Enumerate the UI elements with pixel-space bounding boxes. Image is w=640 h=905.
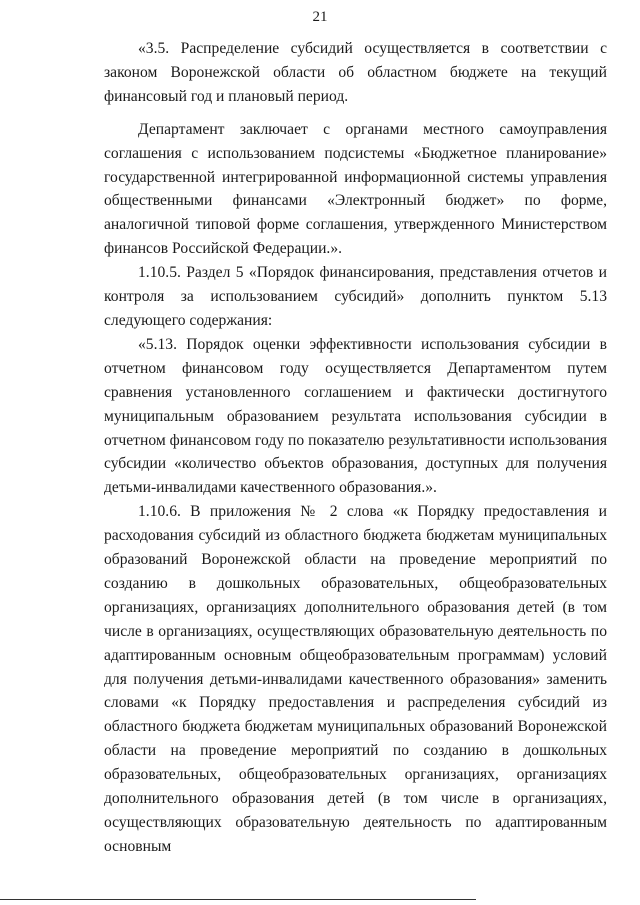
- paragraph-department-agreement: Департамент заключает с органами местного самоуправления соглашения с использованием подсистемы «Бюджетное планирование» государственной интегрированной информационной системы управления общественными финансами «Электронный бюджет» по форме, аналогичной типовой форме соглашения, утвержденного Министерством финансов Российской Федерации.».: [104, 120, 607, 258]
- page-number: 21: [312, 9, 328, 25]
- paragraph-1-10-5: 1.10.5. Раздел 5 «Порядок финансирования, представления отчетов и контроля за использованием субсидий» дополнить пунктом 5.13 следующего содержания:: [104, 264, 607, 329]
- paragraph-5-13: «5.13. Порядок оценки эффективности использования субсидии в отчетном финансовом году осуществляется Департаментом путем сравнения установленного соглашением и фактически достигнутого муниципальным образованием результата использования субсидии в отчетном финансовом году по показателю результативности использования субсидии «количество объектов образования, доступных для получения детьми-инвалидами качественного образования.».: [104, 335, 607, 497]
- bottom-divider: [0, 899, 476, 900]
- paragraph-1-10-6: 1.10.6. В приложения № 2 слова «к Порядку предоставления и расходования субсидий из областного бюджета бюджетам муниципальных образований Воронежской области на проведение мероприятий по созданию в дошкольных образовательных, общеобразовательных организациях, организациях дополнительного образования детей (в том числе в организациях, осуществляющих образовательную деятельность по адаптированным основным общеобразовательным программам) условий для получения детьми-инвалидами качественного образования» заменить словами «к Порядку предоставления и распределения субсидий из областного бюджета бюджетам муниципальных образований Воронежской области на проведение мероприятий по созданию в дошкольных образовательных, общеобразовательных организациях, организациях дополнительного образования детей (в том числе в организациях, осуществляющих образовательную деятельность по адаптированным основным: [104, 503, 607, 855]
- paragraph-3-5: «3.5. Распределение субсидий осуществляется в соответствии с законом Воронежской области об областном бюджете на текущий финансовый год и плановый период.: [104, 40, 607, 105]
- document-body: [104, 37, 607, 859]
